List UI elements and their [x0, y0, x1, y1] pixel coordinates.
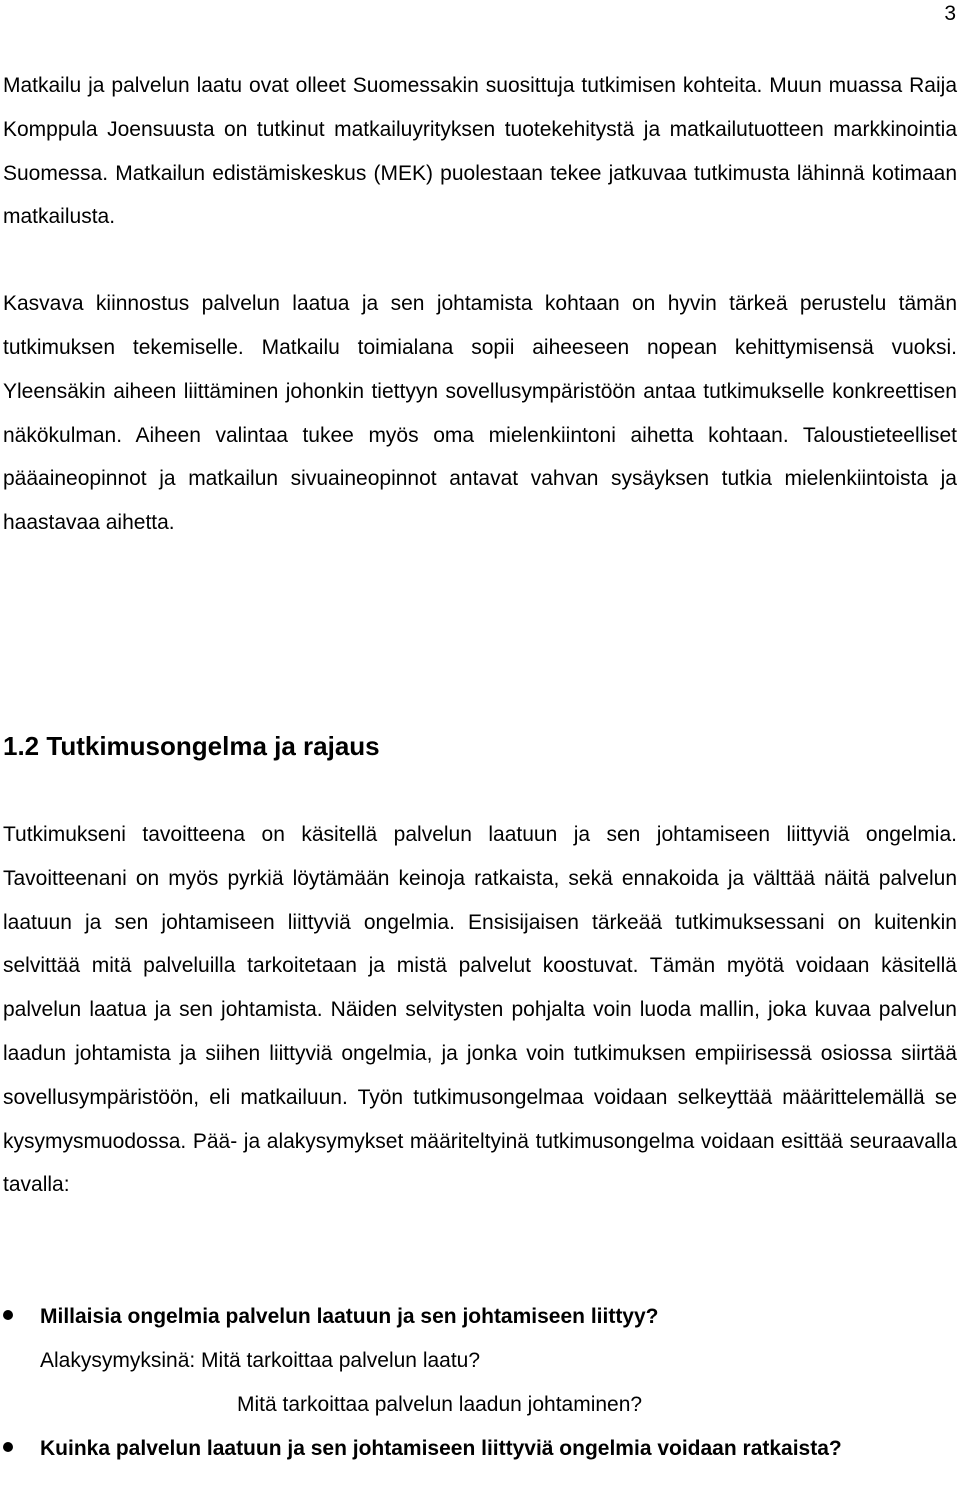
question-item-1: [3, 1295, 957, 1427]
question-item-2: [3, 1427, 957, 1471]
bullet-icon: [3, 1310, 13, 1320]
research-problem-section: [3, 813, 957, 1207]
main-question-1: Millaisia ongelmia palvelun laatuun ja sen johtamiseen liittyy?: [40, 1305, 659, 1328]
intro-paragraph-2: Kasvava kiinnostus palvelun laatua ja sen johtamista kohtaan on hyvin tärkeä perustelu tämän tutkimuksen tekemiselle. Matkailu toimialana sopii aiheeseen nopean kehittymisensä vuoksi. Yleensäkin aiheen liittäminen johonkin tiettyyn sovellusympäristöön antaa tutkimukselle konkreettisen näkökulman. Aiheen valintaa tukee myös oma mielenkiintoni aihetta kohtaan. Taloustieteelliset pääaineopinnot ja matkailun sivuaineopinnot antavat vahvan sysäyksen tutkia mielenkiintoista ja haastavaa aihetta.: [3, 292, 957, 535]
section-heading: 1.2 Tutkimusongelma ja rajaus: [3, 731, 380, 761]
sub-question-1: Alakysymyksinä: Mitä tarkoittaa palvelun laatu?: [40, 1349, 481, 1372]
intro-paragraph-1: Matkailu ja palvelun laatu ovat olleet Suomessakin suosittuja tutkimisen kohteita. Muun muassa Raija Komppula Joensuusta on tutkinut matkailuyrityksen tuotekehitystä ja matkailutuotteen markkinointia Suomessa. Matkailun edistämiskeskus (MEK) puolestaan tekee jatkuvaa tutkimusta lähinnä kotimaan matkailusta.: [3, 74, 957, 229]
research-problem-paragraph: Tutkimukseni tavoitteena on käsitellä palvelun laatuun ja sen johtamiseen liittyviä ongelmia. Tavoitteenani on myös pyrkiä löytämään keinoja ratkaista, sekä ennakoida ja välttää näitä palvelun laatuun ja sen johtamiseen liittyviä ongelmia. Ensisijaisen tärkeää tutkimuksessani on kuitenkin selvittää mitä palveluilla tarkoitetaan ja mistä palvelut koostuvat. Tämän myötä voidaan käsitellä palvelun laatua ja sen johtamista. Näiden selvitysten pohjalta voin luoda mallin, joka kuvaa palvelun laadun johtamista ja siihen liittyviä ongelmia, ja jonka voin tutkimuksen empiirisessä osiossa siirtää sovellusympäristöön, eli matkailuun. Työn tutkimusongelmaa voidaan selkeyttää määrittelemällä se kysymysmuodossa. Pää- ja alakysymykset määriteltyinä tutkimusongelma voidaan esittää seuraavalla tavalla:: [3, 823, 957, 1197]
sub-question-2: Mitä tarkoittaa palvelun laadun johtaminen?: [237, 1393, 643, 1416]
research-questions-list: [3, 1295, 957, 1471]
bullet-icon: [3, 1442, 13, 1452]
page-number: 3: [944, 2, 956, 25]
main-question-2: Kuinka palvelun laatuun ja sen johtamiseen liittyviä ongelmia voidaan ratkaista?: [40, 1437, 842, 1460]
intro-section: [3, 64, 957, 545]
